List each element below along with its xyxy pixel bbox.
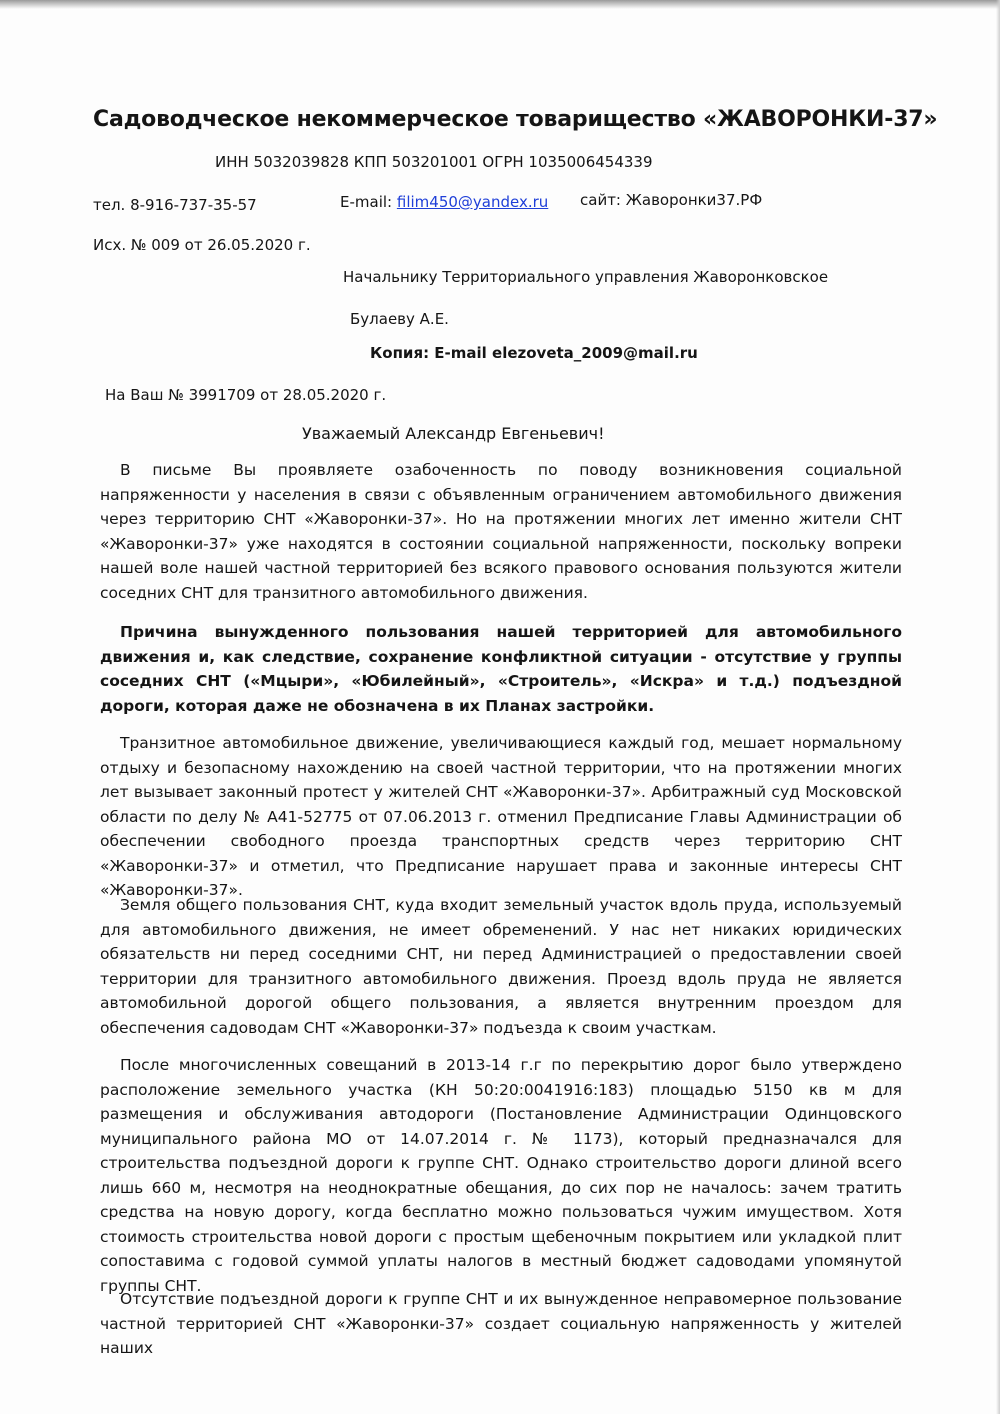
email-line [340,193,548,211]
salutation: Уважаемый Александр Евгеньевич! [302,424,605,443]
paragraph-3: Транзитное автомобильное движение, увеличивающиеся каждый год, мешает нормальному отдыху и безопасному нахождению на своей частной территории, что на протяжении многих лет вызывает законный протест у жителей СНТ «Жаворонки-37». Арбитражный суд Московской области по делу № А41-52775 от 07.06.2013 г. отменил Предписание Главы Администрации об обеспечении свободного проезда транспортных средств через территорию СНТ «Жаворонки-37» и отметил, что Предписание нарушает права и законные интересы СНТ «Жаворонки-37». [100,734,902,899]
outgoing-number: Исх. № 009 от 26.05.2020 г. [93,236,311,254]
copy-email: Копия: E-mail elezoveta_2009@mail.ru [370,344,698,362]
registration-numbers: ИНН 5032039828 КПП 503201001 ОГРН 1035006454339 [215,153,653,171]
organization-title: Садоводческое некоммерческое товарищество «ЖАВОРОНКИ-37» [93,107,938,132]
email-link[interactable]: filim450@yandex.ru [396,193,549,211]
paragraph-6: Отсутствие подъездной дороги к группе СНТ и их вынужденное неправомерное пользование частной территорией СНТ «Жаворонки-37» создает социальную напряженность у жителей наших [100,1290,902,1357]
scan-right-edge [996,0,1000,1414]
paragraph-4: Земля общего пользования СНТ, куда входит земельный участок вдоль пруда, используемый для автомобильного движения, не имеет обременений. У нас нет никаких юридических обязательств ни перед соседними СНТ, ни перед Администрацией о предоставлении своей территории для транзитного автомобильного движения. Проезд вдоль пруда не является автомобильной дорогой общего пользования, а является внутренним проездом для обеспечения садоводам СНТ «Жаворонки-37» подъезда к своим участкам. [100,896,902,1037]
addressee-position: Начальнику Территориального управления Жаворонковское [343,268,829,286]
website: сайт: Жаворонки37.РФ [580,191,763,209]
paragraph-1: В письме Вы проявляете озабоченность по поводу возникновения социальной напряженности у населения в связи с объявленным ограничением автомобильного движения через территорию СНТ «Жаворонки-37». Но на протяжении многих лет именно жители СНТ «Жаворонки-37» уже находятся в состоянии социальной напряженности, поскольку вопреки нашей воле нашей частной территорией без всякого правового основания пользуются жители соседних СНТ для транзитного автомобильного движения. [100,461,902,602]
reference-number: На Ваш № 3991709 от 28.05.2020 г. [105,386,387,404]
phone-number: тел. 8-916-737-35-57 [93,196,257,214]
paragraph-5: После многочисленных совещаний в 2013-14 г.г по перекрытию дорог было утверждено расположение земельного участка (КН 50:20:0041916:183) площадью 5150 кв м для размещения и обслуживания автодороги (Постановление Администрации Одинцовского муниципального района МО от 14.07.2014 г. № 1173), который предназначался для строительства подъездной дороги к группе СНТ. Однако строительство дороги длиной всего лишь 660 м, несмотря на неоднократные обещания, до сих пор не началось: зачем тратить средства на новую дорогу, когда бесплатно можно пользоваться чужим имуществом. Хотя стоимость строительства новой дороги с простым щебеночным покрытием или укладкой плит сопоставима с годовой суммой уплаты налогов в местный бюджет садоводами упомянутой группы СНТ. [100,1056,902,1295]
addressee-name: Булаеву А.Е. [350,310,449,328]
scan-top-edge [0,0,1000,9]
email-label: E-mail: [340,193,393,211]
paragraph-2: Причина вынужденного пользования нашей территорией для автомобильного движения и, как следствие, сохранение конфликтной ситуации - отсутствие у группы соседних СНТ («Мцыри», «Юбилейный», «Строитель», «Искра» и т.д.) подъездной дороги, которая даже не обозначена в их Планах застройки. [100,623,902,715]
